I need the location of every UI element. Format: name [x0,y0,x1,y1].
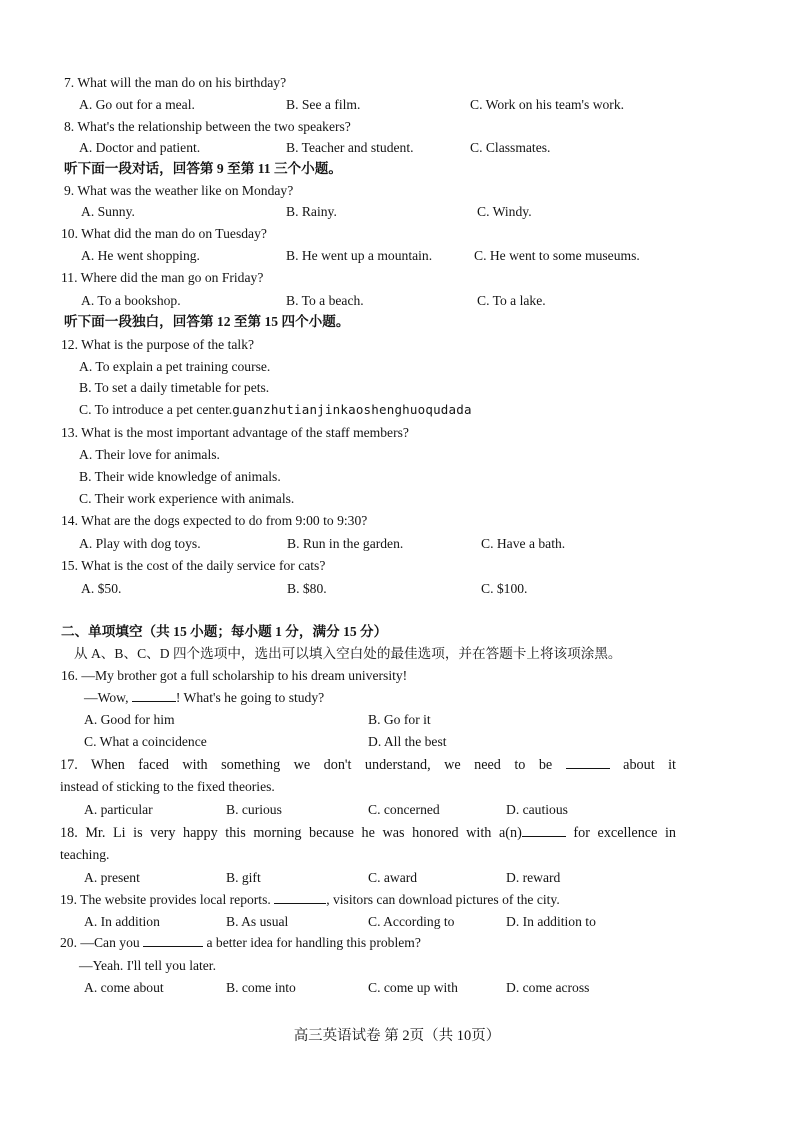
q16-option-b: B. Go for it [368,712,431,727]
q7-option-a: A. Go out for a meal. [79,97,195,112]
q18-option-c: C. award [368,870,418,885]
q10-option-a: A. He went shopping. [81,248,200,263]
q18-line1 [60,824,676,842]
q17-option-b: B. curious [226,802,282,817]
q20-option-b: B. come into [226,980,296,995]
q17-line1-start: 17. When faced with something we don't understand, we need to be [60,757,553,773]
q18-line1-start [60,825,566,841]
q8-stem: 8. What's the relationship between the two speakers? [64,119,351,134]
q13-option-c: C. Their work experience with animals. [79,491,295,506]
q13-option-b: B. Their wide knowledge of animals. [79,469,281,484]
q7-option-c: C. Work on his team's work. [470,97,625,112]
q9-option-c: C. Windy. [477,204,532,219]
q19-answer-blank [274,891,326,904]
q16-line1: 16. —My brother got a full scholarship to his dream university! [61,668,408,683]
q16-line2-end: ! What's he going to study? [175,690,325,705]
page-footer: 高三英语试卷 第 2页（共 10页） [293,1028,501,1044]
q16-option-c: C. What a coincidence [84,734,207,749]
q19-option-d: D. In addition to [506,914,596,929]
q18-line2: teaching. [60,847,110,862]
section2-instruction: 从 A、B、C、D 四个选项中，选出可以填入空白处的最佳选项，并在答题卡上将该项涂黑。 [74,646,622,661]
q14-option-a: A. Play with dog toys. [79,536,201,551]
q20-answer-blank [143,934,203,947]
q15-stem: 15. What is the cost of the daily service for cats? [61,558,326,573]
q11-option-a: A. To a bookshop. [81,293,181,308]
q17-option-d: D. cautious [506,802,568,817]
section2-heading: 二、单项填空（共 15 小题；每小题 1 分，满分 15 分） [61,624,388,639]
q12-option-b: B. To set a daily timetable for pets. [79,380,270,395]
q18-option-b: B. gift [226,870,261,885]
q15-option-b: B. $80. [287,581,327,596]
q17-option-a: A. particular [84,802,153,817]
q18-line1-text: 18. Mr. Li is very happy this morning because he was honored with a(n) [60,825,522,841]
q17-line1 [60,756,676,774]
q19-line1-end: , visitors can download pictures of the city. [326,892,560,907]
q8-option-c: C. Classmates. [470,140,551,155]
watermark-text: guanzhutianjinkaoshenghuoqudada [232,402,472,417]
q16-answer-blank [132,689,176,702]
q18-option-a: A. present [84,870,140,885]
q16-option-d: D. All the best [368,734,447,749]
q20-line1-end: a better idea for handling this problem? [203,935,421,950]
q11-option-b: B. To a beach. [286,293,364,308]
q9-stem: 9. What was the weather like on Monday? [64,183,294,198]
q9-option-a: A. Sunny. [81,204,135,219]
q17-option-c: C. concerned [368,802,440,817]
q11-stem: 11. Where did the man go on Friday? [61,270,264,285]
q20-line1-start: 20. —Can you [60,935,144,950]
q20-option-d: D. come across [506,980,590,995]
q8-option-a: A. Doctor and patient. [79,140,201,155]
q18-answer-blank [522,824,566,837]
q16-line2-start: —Wow, [84,690,132,705]
instruction-12-15: 听下面一段独白，回答第 12 至第 15 四个小题。 [64,314,350,329]
instruction-9-11: 听下面一段对话，回答第 9 至第 11 三个小题。 [64,161,342,176]
q8-option-b: B. Teacher and student. [286,140,414,155]
q13-option-a: A. Their love for animals. [79,447,220,462]
q19-line1-start: 19. The website provides local reports. [60,892,275,907]
q17-answer-blank [566,756,610,769]
q20-option-c: C. come up with [368,980,458,995]
q19-option-a: A. In addition [84,914,160,929]
q17-line1-end: about it [623,757,676,773]
q20-line2: —Yeah. I'll tell you later. [79,958,216,973]
q9-option-b: B. Rainy. [286,204,337,219]
q20-line1 [60,934,421,952]
q14-stem: 14. What are the dogs expected to do from 9:00 to 9:30? [61,513,368,528]
q13-stem: 13. What is the most important advantage of the staff members? [61,425,409,440]
q19-line1 [60,891,560,909]
q7-stem: 7. What will the man do on his birthday? [64,75,287,90]
q18-option-d: D. reward [506,870,561,885]
q10-option-b: B. He went up a mountain. [286,248,433,263]
q11-option-c: C. To a lake. [477,293,546,308]
q7-option-b: B. See a film. [286,97,361,112]
q14-option-b: B. Run in the garden. [287,536,404,551]
q12-stem: 12. What is the purpose of the talk? [61,337,255,352]
q16-option-a: A. Good for him [84,712,175,727]
q15-option-c: C. $100. [481,581,528,596]
q17-line2: instead of sticking to the fixed theories. [60,779,275,794]
q16-line2 [84,689,324,707]
q15-option-a: A. $50. [81,581,122,596]
q19-option-c: C. According to [368,914,455,929]
q10-option-c: C. He went to some museums. [474,248,640,263]
q12-option-a: A. To explain a pet training course. [79,359,271,374]
q19-option-b: B. As usual [226,914,289,929]
q10-stem: 10. What did the man do on Tuesday? [61,226,267,241]
q14-option-c: C. Have a bath. [481,536,566,551]
q20-option-a: A. come about [84,980,164,995]
q18-line1-end: for excellence in [573,825,676,841]
q12-option-c-text: C. To introduce a pet center. [79,402,233,417]
q12-option-c [79,401,472,419]
